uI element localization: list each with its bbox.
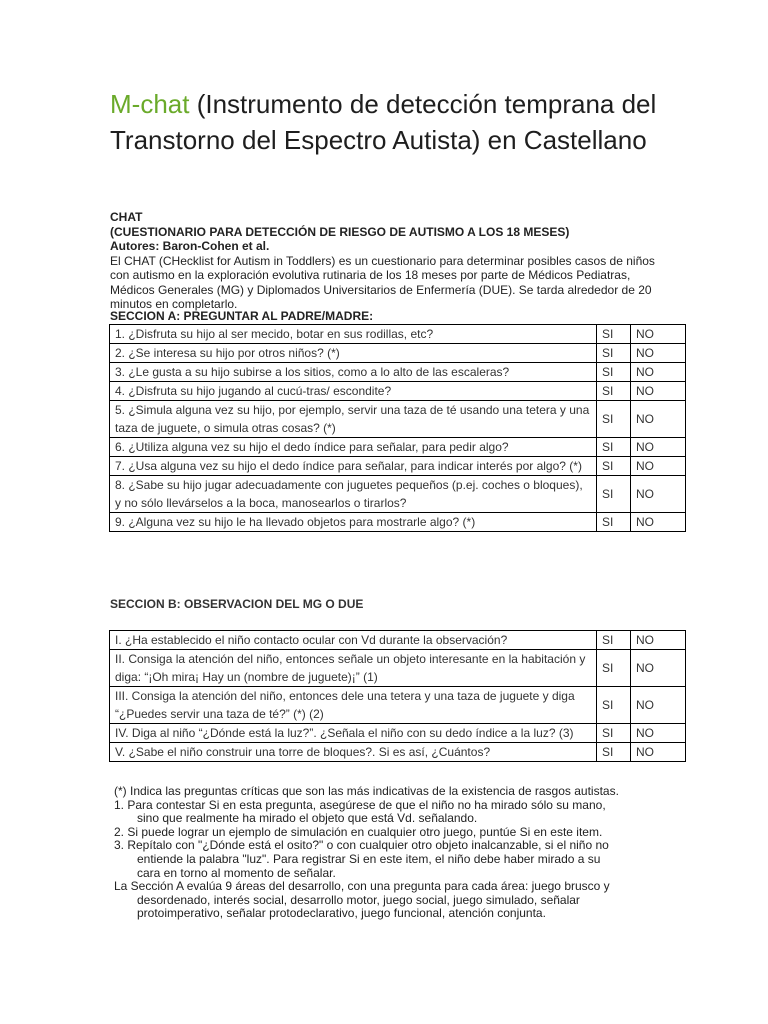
answer-si: SI <box>597 438 631 457</box>
question-row <box>110 325 686 344</box>
question-row <box>110 650 686 687</box>
note-3: 3. Repítalo con "¿Dónde está el osito?" o con cualquier otro objeto inalcanzable, si el niño no <box>114 838 609 853</box>
intro-block <box>110 210 670 312</box>
question-text: II. Consiga la atención del niño, entonces señale un objeto interesante en la habitación y diga: “¡Oh mira¡ Hay un (nombre de juguete)¡” (1) <box>110 650 597 687</box>
answer-no: NO <box>631 382 686 401</box>
section-b-heading: SECCION B: OBSERVACION DEL MG O DUE <box>110 597 364 611</box>
note-section-a-cont2: protoimperativo, señalar protodeclarativo, juego funcional, atención conjunta. <box>137 906 546 921</box>
intro-description: El CHAT (CHecklist for Autism in Toddlers) es un cuestionario para determinar posibles casos de niños con autismo en la exploración evolutiva rutinaria de los 18 meses por parte de Médicos Pediatras, Médicos Generales (MG) y Diplomados Universitarios de Enfermería (DUE). Se tarda alrededor de 20 minutos en completarlo. <box>110 253 655 311</box>
answer-no: NO <box>631 687 686 724</box>
question-text: III. Consiga la atención del niño, entonces dele una tetera y una taza de juguete y diga “¿Puedes servir una taza de té?” (*) (2) <box>110 687 597 724</box>
question-text: 3. ¿Le gusta a su hijo subirse a los sitios, como a lo alto de las escaleras? <box>110 363 597 382</box>
answer-no: NO <box>631 438 686 457</box>
section-a-heading: SECCION A: PREGUNTAR AL PADRE/MADRE: <box>110 309 374 323</box>
question-row <box>110 476 686 513</box>
answer-si: SI <box>597 382 631 401</box>
question-text: IV. Diga al niño “¿Dónde está la luz?”. ¿Señala el niño con su dedo índice a la luz? (3) <box>110 724 597 743</box>
answer-no: NO <box>631 513 686 532</box>
title-brand: M-chat <box>110 89 190 119</box>
question-text: 8. ¿Sabe su hijo jugar adecuadamente con juguetes pequeños (p.ej. coches o bloques), y no sólo llevárselos a la boca, manosearlos o tirarlos? <box>110 476 597 513</box>
intro-subtitle: (CUESTIONARIO PARA DETECCIÓN DE RIESGO DE AUTISMO A LOS 18 MESES) <box>110 224 570 239</box>
note-2: 2. Si puede lograr un ejemplo de simulación en cualquier otro juego, puntúe Si en este item. <box>114 824 603 839</box>
question-text: 1. ¿Disfruta su hijo al ser mecido, botar en sus rodillas, etc? <box>110 325 597 344</box>
question-row <box>110 631 686 650</box>
answer-no: NO <box>631 650 686 687</box>
question-row <box>110 457 686 476</box>
answer-no: NO <box>631 457 686 476</box>
note-3-cont: entiende la palabra "luz". Para registrar Si en este item, el niño debe haber mirado a su <box>137 851 601 866</box>
title-rest: (Instrumento de detección temprana del Transtorno del Espectro Autista) en Castellano <box>110 89 657 155</box>
question-text: 4. ¿Disfruta su hijo jugando al cucú-tras/ escondite? <box>110 382 597 401</box>
answer-si: SI <box>597 631 631 650</box>
note-section-a-cont: desordenado, interés social, desarrollo motor, juego social, juego simulado, señalar <box>137 892 580 907</box>
page-title <box>110 86 710 158</box>
question-row <box>110 363 686 382</box>
question-text: 6. ¿Utiliza alguna vez su hijo el dedo índice para señalar, para pedir algo? <box>110 438 597 457</box>
answer-si: SI <box>597 401 631 438</box>
question-text: 2. ¿Se interesa su hijo por otros niños? (*) <box>110 344 597 363</box>
answer-no: NO <box>631 743 686 762</box>
section-a-table <box>109 324 686 532</box>
question-text: V. ¿Sabe el niño construir una torre de bloques?. Si es así, ¿Cuántos? <box>110 743 597 762</box>
note-1: 1. Para contestar Si en esta pregunta, asegúrese de que el niño no ha mirado sólo su mano, <box>114 797 606 812</box>
answer-si: SI <box>597 344 631 363</box>
notes-block <box>114 785 674 921</box>
answer-si: SI <box>597 325 631 344</box>
answer-no: NO <box>631 325 686 344</box>
answer-no: NO <box>631 344 686 363</box>
answer-si: SI <box>597 363 631 382</box>
question-row <box>110 687 686 724</box>
answer-si: SI <box>597 743 631 762</box>
note-critical: (*) Indica las preguntas críticas que son las más indicativas de la existencia de rasgos autistas. <box>114 784 619 798</box>
question-row <box>110 724 686 743</box>
question-row <box>110 401 686 438</box>
answer-si: SI <box>597 687 631 724</box>
question-text: I. ¿Ha establecido el niño contacto ocular con Vd durante la observación? <box>110 631 597 650</box>
question-row <box>110 513 686 532</box>
answer-si: SI <box>597 476 631 513</box>
section-a-rows <box>110 325 686 532</box>
intro-chat: CHAT <box>110 210 143 224</box>
answer-no: NO <box>631 724 686 743</box>
answer-no: NO <box>631 401 686 438</box>
answer-si: SI <box>597 650 631 687</box>
question-row <box>110 382 686 401</box>
answer-si: SI <box>597 457 631 476</box>
answer-no: NO <box>631 476 686 513</box>
question-row <box>110 743 686 762</box>
answer-no: NO <box>631 631 686 650</box>
section-b-table <box>109 630 686 762</box>
question-text: 7. ¿Usa alguna vez su hijo el dedo índice para señalar, para indicar interés por algo? (*) <box>110 457 597 476</box>
answer-no: NO <box>631 363 686 382</box>
answer-si: SI <box>597 513 631 532</box>
note-3-cont2: cara en torno al momento de señalar. <box>137 865 336 880</box>
answer-si: SI <box>597 724 631 743</box>
note-section-a: La Sección A evalúa 9 áreas del desarrollo, con una pregunta para cada área: juego brusco y <box>114 879 610 894</box>
question-text: 9. ¿Alguna vez su hijo le ha llevado objetos para mostrarle algo? (*) <box>110 513 597 532</box>
section-b-rows <box>110 631 686 762</box>
intro-authors: Autores: Baron-Cohen et al. <box>110 239 270 253</box>
question-row <box>110 438 686 457</box>
question-row <box>110 344 686 363</box>
note-1-cont: sino que realmente ha mirado el objeto que está Vd. señalando. <box>137 811 478 826</box>
question-text: 5. ¿Simula alguna vez su hijo, por ejemplo, servir una taza de té usando una tetera y una taza de juguete, o simula otras cosas? (*) <box>110 401 597 438</box>
